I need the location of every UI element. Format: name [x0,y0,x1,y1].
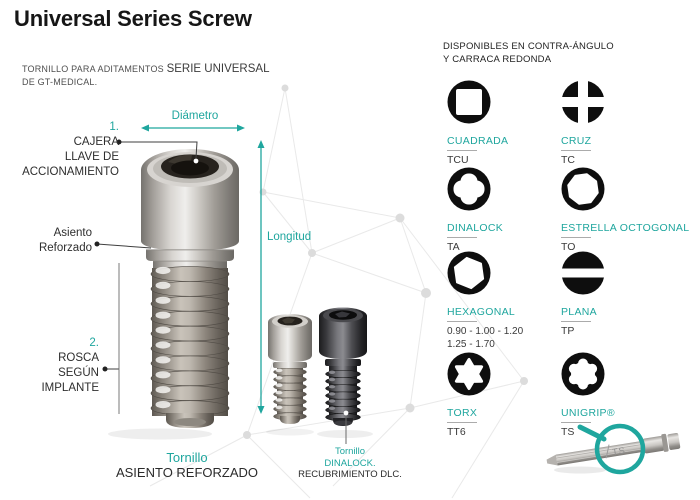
flat-drive-icon [561,251,605,295]
callout1-line1: CAJERA [73,136,119,148]
unigrip-drive-icon [561,352,605,396]
callout-drive-socket [0,120,119,180]
subtitle-part2: SERIE UNIVERSAL [166,63,270,75]
drive-name: DINALOCK [447,222,504,234]
drive-type-unigrip [561,352,700,439]
drive-type-cuadrada [447,80,559,167]
divider [447,237,477,238]
page-title: Universal Series Screw [14,6,252,31]
divider [447,321,477,322]
drive-code: TT6 [447,426,466,438]
drive-type-torx [447,352,559,439]
drive-code: TS [561,426,575,438]
callout-thread [0,336,99,396]
drive-code: TO [561,241,576,253]
divider [561,150,591,151]
drive-code: TCU [447,154,469,166]
drive-code: TP [561,325,575,337]
drive-name: ESTRELLA OCTOGONAL [561,222,690,234]
diameter-label: Diámetro [171,110,219,122]
main-screw-illustration [141,149,239,428]
callout-reinforced-seat [0,226,92,256]
torx-drive-icon [447,352,491,396]
main-screw-caption [112,450,262,480]
main-caption-line1: Tornillo [166,450,208,465]
drive-type-dinalock [447,167,559,254]
callout1-line2: LLAVE DE [64,151,119,163]
drive-name: HEXAGONAL [447,306,516,318]
drive-name: PLANA [561,306,597,318]
drive-name: UNIGRIP® [561,407,615,419]
divider [447,422,477,423]
length-label: Longitud [267,231,312,243]
callout2-line2: SEGÚN [58,367,99,379]
drive-type-estrella-octogonal [561,167,700,254]
seat-line2: Reforzado [38,242,92,254]
dlc-caption-line3: RECUBRIMIENTO DLC. [298,469,402,480]
drive-name: CRUZ [561,135,592,147]
availability-header [443,40,614,66]
dlc-screw-illustration [319,308,367,427]
drive-code: 0.90 - 1.00 - 1.20 [447,326,524,337]
drive-code: TA [447,241,460,253]
square-drive-icon [447,80,491,124]
cross-drive-icon [561,80,605,124]
dlc-screw-caption [295,446,405,481]
drive-type-hexagonal [447,251,559,351]
dlc-caption-line1: Tornillo [334,446,366,457]
main-caption-line2: ASIENTO REFORZADO [115,465,259,480]
divider [561,422,591,423]
drive-code2: 1.25 - 1.70 [447,339,495,350]
callout1-number: 1. [109,121,119,133]
hexagonal-drive-icon [447,251,491,295]
divider [447,150,477,151]
octagonal-star-drive-icon [561,167,605,211]
subtitle-line2: DE GT-MEDICAL. [22,77,98,87]
titanium-screw-illustration [268,314,312,424]
availability-line1: DISPONIBLES EN CONTRA-ÁNGULO [443,41,614,52]
callout2-line1: ROSCA [58,352,99,364]
callout2-line3: IMPLANTE [41,382,99,394]
drive-type-plana [561,251,700,338]
callout1-line3: ACCIONAMIENTO [22,166,119,178]
seat-line1: Asiento [53,227,92,239]
availability-line2: Y CARRACA REDONDA [443,54,552,65]
divider [561,321,591,322]
drive-code: TC [561,154,575,166]
divider [561,237,591,238]
dlc-caption-line2: DINALOCK. [324,457,376,469]
subtitle-part1: TORNILLO PARA ADITAMENTOS [22,64,164,74]
drive-type-cruz [561,80,700,167]
subtitle [22,63,269,89]
screwdriver-ts-marking: TS [611,445,627,458]
callout2-number: 2. [89,337,99,349]
dinalock-drive-icon [447,167,491,211]
drive-name: TORX [447,407,478,419]
drive-name: CUADRADA [447,135,509,147]
